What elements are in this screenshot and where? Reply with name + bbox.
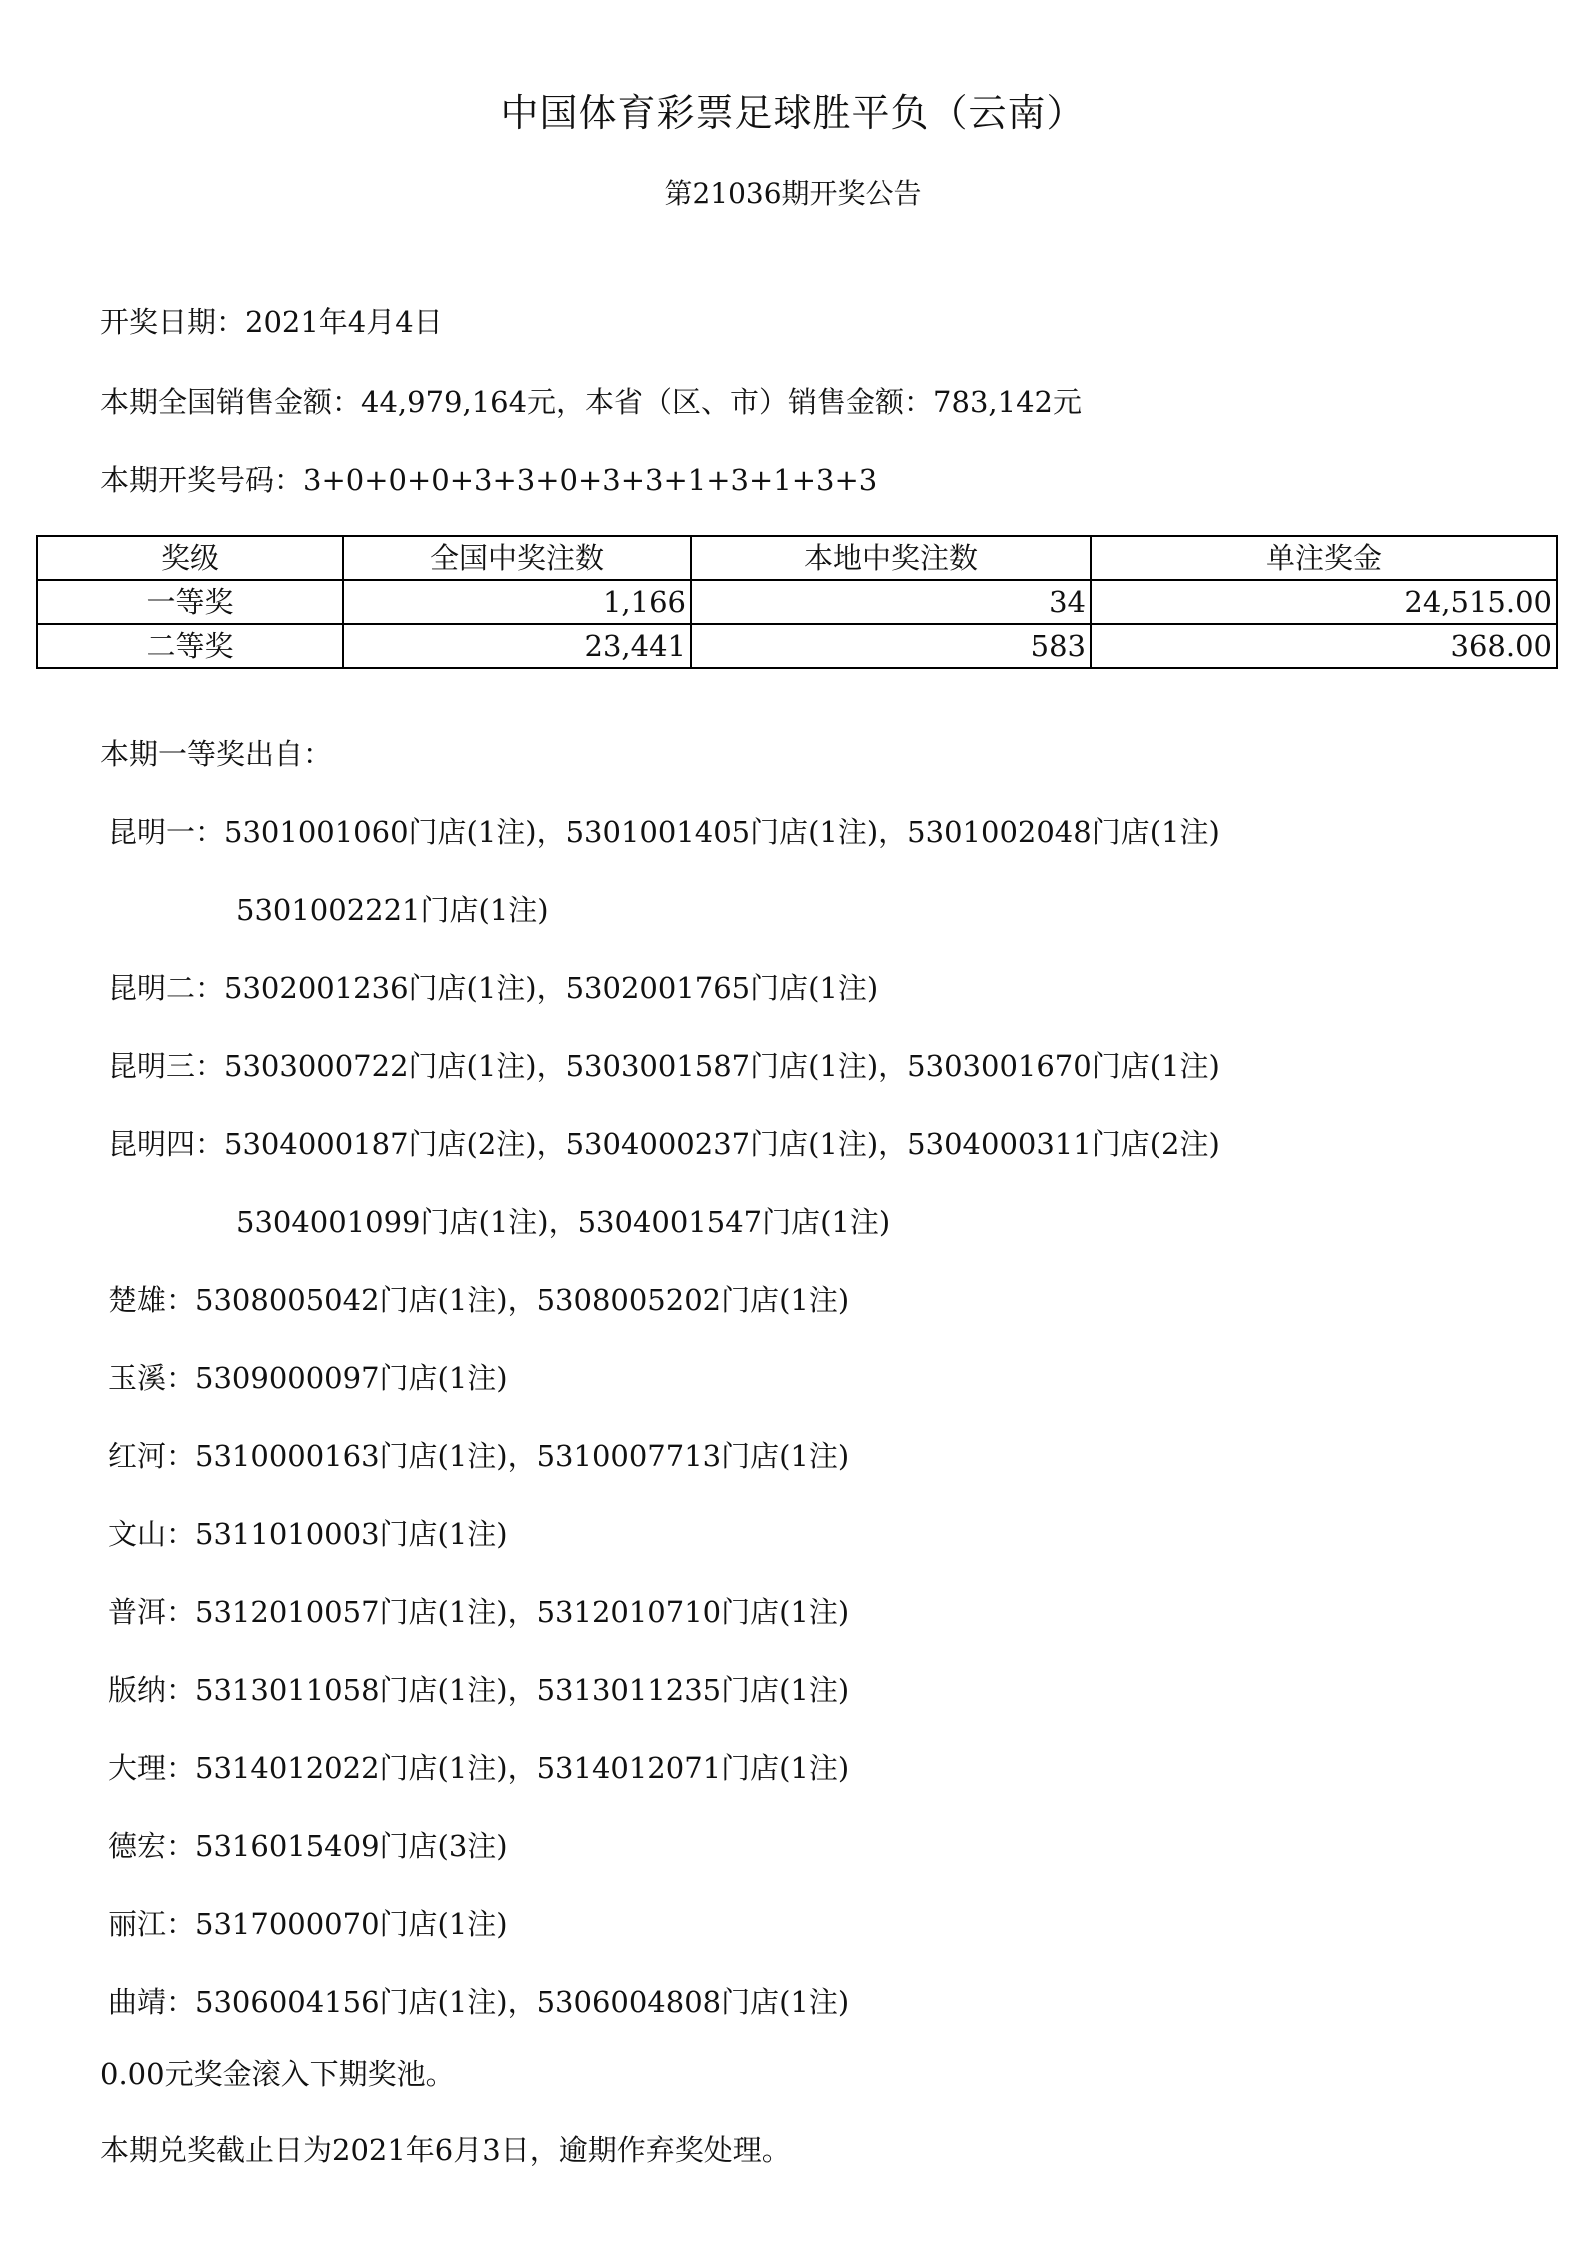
table-row: [37, 580, 1557, 624]
winner-line: [108, 1668, 849, 1709]
page-title: 中国体育彩票足球胜平负（云南）: [500, 91, 1086, 135]
store-list: 5304001099门店(1注)，5304001547门店(1注): [236, 1205, 891, 1239]
store-list: 5312010057门店(1注)，5312010710门店(1注): [195, 1595, 850, 1629]
region-label: 曲靖：: [108, 1985, 196, 2019]
winner-line: [108, 1746, 849, 1787]
winner-line: [108, 1980, 849, 2021]
prize-amount: 24,515.00: [1091, 580, 1557, 624]
region-label: 大理：: [108, 1751, 196, 1785]
region-label: 文山：: [108, 1517, 196, 1551]
winner-line: [108, 1434, 849, 1475]
winner-line: [236, 888, 549, 929]
column-header: 本地中奖注数: [691, 536, 1091, 580]
store-list: 5304000187门店(2注)，5304000237门店(1注)，5304000311门店(2注): [224, 1127, 1220, 1161]
winners-intro: 本期一等奖出自：: [100, 737, 333, 771]
region-label: 丽江：: [108, 1907, 196, 1941]
region-label: 红河：: [108, 1439, 196, 1473]
region-label: 昆明二：: [108, 971, 225, 1005]
store-list: 5316015409门店(3注): [195, 1829, 508, 1863]
store-list: 5309000097门店(1注): [195, 1361, 508, 1395]
region-label: 昆明一：: [108, 815, 225, 849]
store-list: 5306004156门店(1注)，5306004808门店(1注): [195, 1985, 850, 2019]
sales-amount: 本期全国销售金额：44,979,164元，本省（区、市）销售金额：783,142元: [100, 385, 1082, 419]
winner-line: [108, 1122, 1220, 1163]
region-label: 德宏：: [108, 1829, 196, 1863]
store-list: 5302001236门店(1注)，5302001765门店(1注): [224, 971, 879, 1005]
winner-line: [236, 1200, 890, 1241]
region-label: 昆明三：: [108, 1049, 225, 1083]
winner-line: [108, 810, 1220, 851]
national-winners: 1,166: [343, 580, 691, 624]
winner-line: [108, 966, 878, 1007]
winner-line: [108, 1044, 1220, 1085]
table-header-row: [37, 536, 1557, 580]
prize-amount: 368.00: [1091, 624, 1557, 668]
deadline-note: 本期兑奖截止日为2021年6月3日，逾期作弃奖处理。: [100, 2133, 791, 2167]
draw-date: 开奖日期：2021年4月4日: [100, 305, 443, 339]
column-header: 全国中奖注数: [343, 536, 691, 580]
winning-numbers: 本期开奖号码：3+0+0+0+3+3+0+3+3+1+3+1+3+3: [100, 463, 878, 497]
prize-table: [36, 535, 1558, 669]
prize-level: 二等奖: [37, 624, 343, 668]
store-list: 5314012022门店(1注)，5314012071门店(1注): [195, 1751, 850, 1785]
winner-line: [108, 1824, 508, 1865]
national-winners: 23,441: [343, 624, 691, 668]
winner-line: [108, 1902, 508, 1943]
table-row: [37, 624, 1557, 668]
local-winners: 34: [691, 580, 1091, 624]
column-header: 单注奖金: [1091, 536, 1557, 580]
prize-level: 一等奖: [37, 580, 343, 624]
winner-line: [108, 1590, 849, 1631]
store-list: 5303000722门店(1注)，5303001587门店(1注)，5303001670门店(1注): [224, 1049, 1220, 1083]
rollover-note: 0.00元奖金滚入下期奖池。: [100, 2057, 455, 2091]
region-label: 普洱：: [108, 1595, 196, 1629]
store-list: 5308005042门店(1注)，5308005202门店(1注): [195, 1283, 850, 1317]
store-list: 5313011058门店(1注)，5313011235门店(1注): [195, 1673, 850, 1707]
store-list: 5301001060门店(1注)，5301001405门店(1注)，5301002048门店(1注): [224, 815, 1220, 849]
winner-line: [108, 1356, 508, 1397]
region-label: 玉溪：: [108, 1361, 196, 1395]
region-label: 版纳：: [108, 1673, 196, 1707]
winner-line: [108, 1278, 849, 1319]
store-list: 5317000070门店(1注): [195, 1907, 508, 1941]
issue-subtitle: 第21036期开奖公告: [664, 177, 922, 210]
region-label: 楚雄：: [108, 1283, 196, 1317]
local-winners: 583: [691, 624, 1091, 668]
region-label: 昆明四：: [108, 1127, 225, 1161]
store-list: 5311010003门店(1注): [195, 1517, 508, 1551]
store-list: 5301002221门店(1注): [236, 893, 549, 927]
store-list: 5310000163门店(1注)，5310007713门店(1注): [195, 1439, 850, 1473]
winner-line: [108, 1512, 508, 1553]
column-header: 奖级: [37, 536, 343, 580]
